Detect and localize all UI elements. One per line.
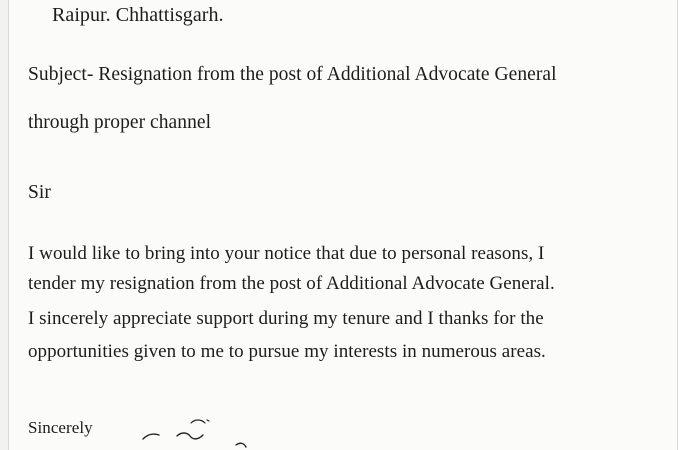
body-line-4: opportunities given to me to pursue my interests in numerous areas. bbox=[28, 341, 546, 362]
body-line-2: tender my resignation from the post of Additional Advocate General. bbox=[28, 273, 555, 294]
body-line-1: I would like to bring into your notice that due to personal reasons, I bbox=[28, 243, 545, 264]
subject-line-1: Subject- Resignation from the post of Additional Advocate General bbox=[28, 64, 557, 85]
closing: Sincerely bbox=[28, 418, 93, 437]
handwritten-signature bbox=[133, 410, 273, 450]
letter-page bbox=[8, 0, 678, 450]
address-line: Raipur. Chhattisgarh. bbox=[52, 4, 224, 26]
body-line-3: I sincerely appreciate support during my tenure and I thanks for the bbox=[28, 308, 544, 329]
salutation: Sir bbox=[28, 182, 51, 203]
subject-line-2: through proper channel bbox=[28, 112, 212, 133]
